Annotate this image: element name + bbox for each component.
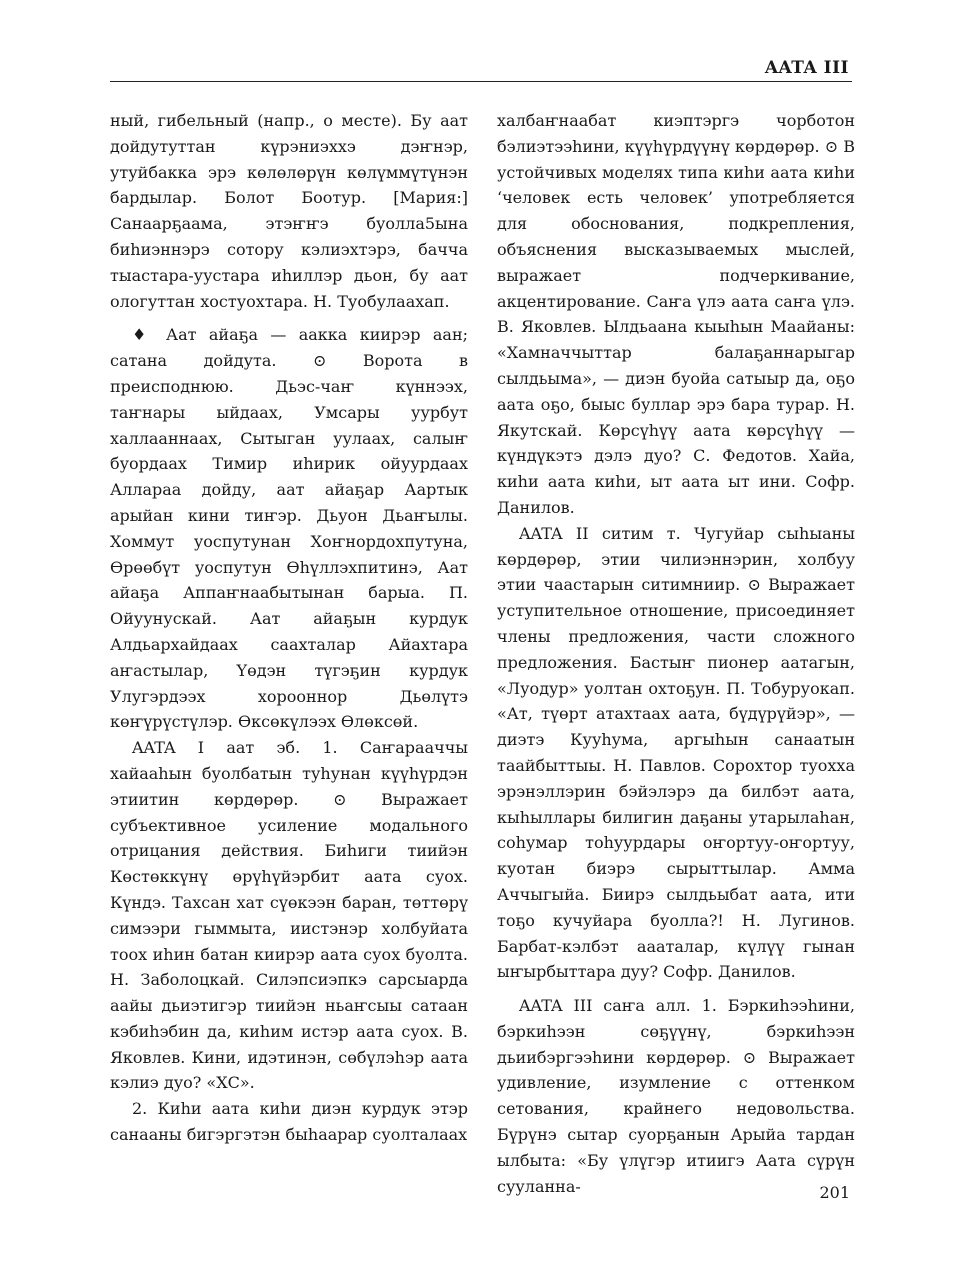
entry-paragraph: ный, гибельный (напр., о месте). Бу аат дойдутуттан күрэниэххэ дэҥнэр, утуйбакка эрэ көлөлөрүн көлүммүтүнэн бардылар. Болот Боотур. [Мария:] Санаарҕаама, этэҥҥэ буолла5ына биһиэннэрэ сотору кэлиэхтэрэ, бачча тыастара-уустара иһиллэр дьон, бу аат ологуттан хостуохтара. Н. Туобулаахап. <box>110 111 468 311</box>
entry-aata-1-sense-2: 2. Киһи аата киһи диэн курдук этэр санааны бигэргэтэн быһаарар суолталаах <box>110 1099 468 1145</box>
header-rule <box>110 81 852 82</box>
entry-aata-1: AATA I аат эб. 1. Саҥарааччы хайааһын буолбатын туһунан күүһүрдэн этиитин көрдөрөр. ⊙ Выражает субъективное усиление модального отрицания действия. Биһиги тиийэн Көстөккүнү өрүһүйэрбит аата суох. Күндэ. Тахсан хат сүөкээн баран, төттөрү симээри гыммыта, иистэнэр холбуйата тоох иһин батан киирэр аата суох буолта. Н. Заболоцкай. Силэпсиэпкэ сарсыарда аайы дьиэтигэр тиийэн ньаҥсыы сатаан кэбиһэбин да, киһим истэр аата суох. В. Яковлев. Кини, идэтинэн, сөбүлэһэр аата кэлиэ дуо? «ХС». <box>110 738 468 1093</box>
running-header: AATA III <box>764 58 849 78</box>
idiom-paragraph: ♦ Аат айаҕа — аакка киирэр аан; сатана дойдута. ⊙ Ворота в преисподнюю. Дьэс-чаҥ күннээх, таҥнары ыйдаах, Умсары уурбут халлааннаах, Сытыган уулаах, салыҥ буордаах Тимир иһирик ойуурдаах Алларaa дойду, аат айаҕар Аартык арыйан кини тиҥэр. Дьуон Дьаҥылы. Хоммут уоспутунан Хоҥнордохпутуна, Өрөөбүт уоспутун Өһүллэхпитинэ, Аат айаҕа Аппаҥнаабытынан барыа. П. Ойуунускай. Аат айаҕын курдук Алдьархайдаах саахталар Айахтара аҥастылар, Үөдэн түгэҕин курдук Улугэрдээх хорооннор Дьөлүтэ көҥүрүстүлэр. Өксөкүлээх Өлөксөй. <box>110 325 468 732</box>
left-column <box>110 108 468 1148</box>
entry-continuation: халбаҥнаабат киэптэргэ чорботон бэлиэтээһини, күүһүрдүүнү көрдөрөр. ⊙ В устойчивых моделях типа киһи аата киһи ‘человек есть человек’ употребляется для обоснования, подкрепления, объяснения высказываемых мыслей, выражает подчеркивание, акцентирование. Саҥа үлэ аата саҥа үлэ. В. Яковлев. Ылдьаана кыыһын Маайаны: «Хамначчыттар балаҕаннарыгар сылдьыма», — диэн буойа сатыыр да, оҕо аата оҕо, быыс буллар эрэ бара турар. Н. Якутскай. Көрсүһүү аата көрсүһүү — күндүкэтэ дэлэ дуо? С. Федотов. Хайа, киһи аата киһи, ыт аата ыт ини. Софр. Данилов. <box>497 111 855 517</box>
page-number: 201 <box>819 1183 850 1202</box>
entry-aata-2: AATA II ситим т. Чугуйар сыһыаны көрдөрөр, этии чилиэннэрин, холбуу этии чаастарын ситимниир. ⊙ Выражает уступительное отношение, присоединяет члены предложения, части сложного предложения. Бастыҥ пионер аатагын, «Луодур» уолтан охтоҕун. П. Тобуруокап. «Ат, түөрт атахтаах аата, бүдүрүйэр», — диэтэ Кууһума, аргыһын санаатын таайбыттыы. Н. Павлов. Сорохтор туохха эрэнэллэрин бэйэлэрэ да билбэт аата, кыһыллары билигин даҕаны утарылаһан, соһумар тоһуурдары оҥортуу-оҥортуу, куотан биэрэ сырыттылар. Амма Аччыгыйа. Биирэ сылдьыбат аата, ити тоҕо кучуйара буолла?! Н. Лугинов. Барбат-кэлбэт аааталар, күлүү гынан ыҥырбыттара дуу? Софр. Данилов. <box>497 523 855 982</box>
right-column <box>497 108 855 1199</box>
entry-aata-3: AATA III саҥа алл. 1. Бэркиһээһини, бэркиһээн сөҕүүнү, бэркиһээн дьиибэргээһини көрдөрөр. ⊙ Выражает удивление, изумление с оттенком сетования, крайнего недовольства. Бүрүнэ сытар суорҕанын Арыйа тардан ылбыта: «Бу үлүгэр итиигэ Аата сүрүн сууланна- <box>497 996 855 1196</box>
